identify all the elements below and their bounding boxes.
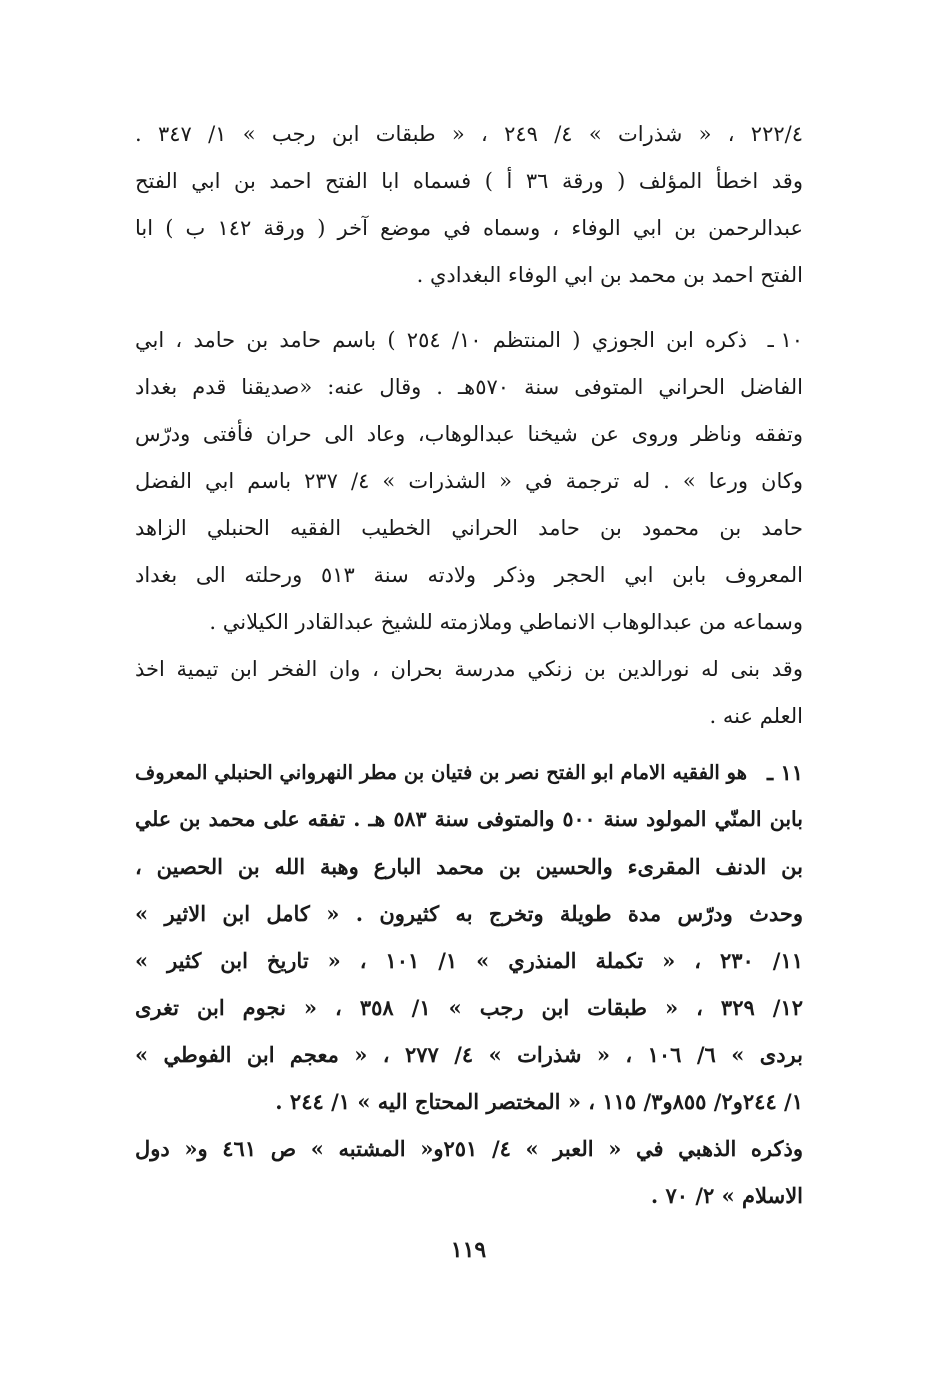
text-line: بردى » ٦/ ١٠٦ ، « شذرات » ٤/ ٢٧٧ ، « معجم ابن الفوطي »: [135, 1042, 803, 1067]
note-10: [135, 317, 747, 364]
text-line: وكان ورعا » . له ترجمة في « الشذرات » ٤/ ٢٣٧ باسم ابي الفضل: [135, 469, 803, 493]
text-line: ١/ ٢٤٤و٢/ ٨٥٥و٣/ ١١٥ ، « المختصر المحتاج اليه » ١/ ٢٤٤ .: [275, 1089, 803, 1114]
text-line: الفاضل الحراني المتوفى سنة ٥٧٠هـ . وقال عنه: «صديقنا قدم بغداد: [135, 375, 803, 399]
note-number: ١١ ـ: [766, 760, 803, 785]
text-line: حامد بن محمود بن حامد الحراني الخطيب الفقيه الحنبلي الزاهد: [135, 516, 803, 540]
note-continuation: [135, 111, 803, 299]
text-line: ١٢/ ٣٢٩ ، « طبقات ابن رجب » ١/ ٣٥٨ ، « نجوم ابن تغرى: [135, 995, 803, 1020]
text-line: عبدالرحمن بن ابي الوفاء ، وسماه في موضع آخر ( ورقة ١٤٢ ب ) ابا: [135, 216, 803, 240]
note-11: [135, 749, 747, 796]
text-line: ١١/ ٢٣٠ ، « تكملة المنذري » ١/ ١٠١ ، « تاريخ ابن كثير »: [135, 948, 803, 973]
text-line: وحدث ودرّس مدة طويلة وتخرج به كثيرون . « كامل ابن الاثير »: [135, 901, 803, 926]
note-number: ١٠ ـ: [767, 328, 803, 352]
text-line: وتفقه وناظر وروى عن شيخنا عبدالوهاب، وعاد الى حران فأفتى ودرّس: [135, 422, 803, 446]
text-line: هو الفقيه الامام ابو الفتح نصر بن فتيان بن مطر النهرواني الحنبلي المعروف: [135, 761, 747, 784]
text-line: ٢٢٢/٤ ، « شذرات » ٤/ ٢٤٩ ، « طبقات ابن رجب » ١/ ٣٤٧ .: [135, 122, 803, 146]
text-line: بابن المنّي المولود سنة ٥٠٠ والمتوفى سنة ٥٨٣ هـ . تفقه على محمد بن علي: [135, 807, 803, 831]
text-line: ذكره ابن الجوزي ( المنتظم ١٠/ ٢٥٤ ) باسم حامد بن حامد ، ابي: [135, 328, 747, 352]
text-line: وقد بنى له نورالدين بن زنكي مدرسة بحران ، وان الفخر ابن تيمية اخذ: [135, 657, 803, 681]
note-10-body: [135, 364, 803, 740]
text-line: وذكره الذهبي في « العبر » ٤/ ٢٥١و« المشتبه » ص ٤٦١ و« دول: [135, 1136, 803, 1161]
text-line: الفتح احمد بن محمد بن ابي الوفاء البغدادي .: [416, 263, 803, 287]
page-number: ١١٩: [450, 1237, 487, 1263]
text-line: بن الدنف المقرىء والحسين بن محمد البارع وهبة الله بن الحصين ،: [135, 854, 803, 879]
text-line: المعروف بابن ابي الحجر وذكر ولادته سنة ٥١٣ ورحلته الى بغداد: [135, 563, 803, 587]
text-line: وسماعه من عبدالوهاب الانماطي وملازمته للشيخ عبدالقادر الكيلاني .: [209, 610, 803, 634]
text-line: الاسلام » ٢/ ٧٠ .: [650, 1183, 803, 1208]
text-line: وقد اخطأ المؤلف ( ورقة ٣٦ أ ) فسماه ابا الفتح احمد بن ابي الفتح: [135, 169, 803, 193]
text-line: العلم عنه .: [709, 704, 803, 728]
note-11-body: [135, 796, 803, 1219]
